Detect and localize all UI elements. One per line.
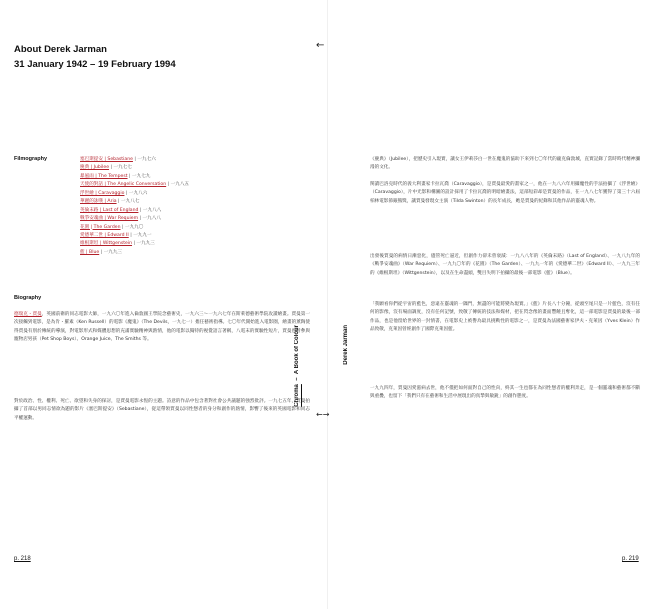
film-item[interactable]: 慶典 | Jubilee | 一九七七 (80, 165, 132, 171)
film-title[interactable]: 暴風雨 | The Tempest (80, 173, 128, 179)
film-year: 一九九三 (103, 249, 123, 255)
back-arrow-icon[interactable]: ← (316, 40, 325, 51)
body-paragraph: 《慶典》（Jubilee），把歷史引入現實，讓女王伊莉莎白一世在魔鬼的協助下來到七〇年代的龐克倫敦城，直實記錄了當時時代精神瀰漫的文化。 (370, 157, 640, 171)
film-title[interactable]: 英倫末路 | Last of England (80, 207, 139, 213)
film-item[interactable]: 英倫末路 | Last of England | 一九八八 (80, 207, 162, 213)
biography-paragraph: 對於政治、性、權利、死亡、欲望和失身的探討，是賈曼電影永恆的主題。詩意的作品中包含著對社會公共議題的強烈批評。一九七五年，賈曼拍攝了首部以男同志情欲為題的影片《塞巴斯提安》（Sebastiane），從這帶領賈曼以同性戀者的身分和創作的熱情，影響了後來的英國電影和同志平權運動。 (14, 399, 310, 421)
body-paragraph: 「我願看你們從宇宙的藍色，惡遠在靈魂的一隅門，無盡的可能將變為現實。」《藍》片長八十分鐘，從頭至尾只是一片藍色，沒有任何的影像，沒有場面調度，沒有任何記號，致敬了傳統的技法和媒材，把在閃念像的畫面豐饒且奪化，這一部電影是賈曼的最後一部作品，也是他留給世界的一封情書，在電影史上被譽為最具挑戰性的電影之一，是賈曼為法國藝術家伊夫・克萊因（Yves Klein）作品致敬，克萊因曾經創作了國際克萊因藍。 (370, 302, 640, 333)
body-paragraph: 出發後賈曼的病情日漸惡化，儘管死亡逼近，但創作力卻未曾衰減：一九八八年的《英倫末路》（Last of England）、一九八九年的《戰爭安魂曲》（War Requiem）、一九九〇年的《花園》（The Garden）、一九九一年的《愛德華二世》（Edward II）、一九九三年的《維根斯坦》（Wittgenstein），以及在生命盡頭，雙目失明下拍攝的最後一部電影《藍》（Blue）。 (370, 254, 640, 276)
body-paragraph: 一九九四年，賈曼因愛滋病去世，他不僅把如何面對自己的性向，終其一生也都在為同性戀者的權利奔走，是一個靈魂和藝術都不斷與重疊，也留下「我們只有在藝術和生活中展現出的真摯與敏銳」的創作態度。 (370, 386, 640, 400)
film-title[interactable]: 浮世繪 | Caravaggio (80, 190, 125, 196)
film-year: 一九八八 (142, 207, 162, 213)
film-item[interactable]: 藍 | Blue | 一九九三 (80, 249, 123, 255)
film-year: 一九七六 (137, 157, 156, 162)
film-item[interactable]: 愛德華二世 | Edward II | 一九九一 (80, 232, 152, 238)
biography-paragraph (14, 311, 310, 345)
spine-book-title: Chroma – A Book of Colour (294, 325, 300, 407)
filmography-list (80, 156, 310, 257)
film-title[interactable]: 戰爭安魂曲 | War Requiem (80, 216, 139, 222)
film-year: 一九八五 (170, 182, 190, 188)
film-item[interactable]: 華麗的詠嘆 | Aria | 一九八七 (80, 199, 140, 205)
film-title[interactable]: 維根斯坦 | Wittgenstein (80, 241, 133, 247)
film-item[interactable]: 花園 | The Garden | 一九九〇 (80, 224, 144, 230)
film-item[interactable]: 暴風雨 | The Tempest | 一九七九 (80, 173, 151, 179)
film-title[interactable]: 天使的對話 | The Angelic Conversation (80, 182, 167, 188)
page-nav-arrows-icon[interactable]: ←→ (316, 410, 330, 419)
film-item[interactable]: 戰爭安魂曲 | War Requiem | 一九八八 (80, 216, 161, 222)
title-line-2: 31 January 1942 – 19 February 1994 (14, 59, 176, 70)
film-title[interactable]: 慶典 | Jubilee (80, 165, 110, 171)
page-number-left[interactable]: p. 218 (14, 556, 31, 562)
spine-author: Derek Jarman (343, 325, 349, 365)
body-paragraph: 関讀巴洛克時代的義大利畫家卡拉瓦喬（Caravaggio），是賈曼最愛的畫家之一，他在一九八六年用攝魔性的手法拍攝了《浮世繪》（Caravaggio），片中光影和構圖的設計採用了卡拉瓦喬的明暗繪畫法，這部短彩却是賈曼的作品，在一九八七年獲得了第三十六屆柏林電影節銀熊獎，讓賈曼發現女主演（Tilda Swinton）的長年成長，她是賈曼的紀錄和其他作品的靈魂人物。 (370, 182, 640, 204)
film-item[interactable]: 天使的對話 | The Angelic Conversation | 一九八五 (80, 182, 190, 188)
filmography-label: Filmography (14, 156, 48, 162)
spine-subtitle: A Book of Colour (294, 325, 300, 375)
biography-text: ，英國前衛的同志電影大師，一九六〇年進入倫敦國王學院念藝術史，一九六三～一九六七年在斯萊德藝術學院攻讀繪畫。賈曼第一次接觸到電影，是為肯・羅素（Ken Russell）的電影《魔鬼》（The Devils，一九七一）擔任藝術指導。七〇年代開始進入電影圈，繪畫的薰陶使得賈曼有別於傳統的導演，對電影形式和媒體思想的充滿實驗精神與熱情，他的電影以獨特的視覺語言著稱，八電末的實驗性短片，賈曼也曾參與寵物店男孩（Pet Shop Boys）、Orange Juice、The Smiths 等。 (14, 312, 310, 343)
spine-book-name: Chroma (294, 384, 300, 407)
film-item[interactable]: 塞巴斯提安 | Sebastiane | 一九七六 (80, 157, 156, 162)
film-year: 一九八六 (128, 190, 148, 196)
film-title[interactable]: 藍 | Blue (80, 249, 100, 255)
film-title[interactable]: 愛德華二世 | Edward II (80, 232, 129, 238)
page-gutter (327, 0, 328, 609)
film-year: 一九七七 (113, 165, 132, 171)
film-item[interactable]: 浮世繪 | Caravaggio | 一九八六 (80, 190, 148, 196)
film-year: 一九八七 (121, 199, 140, 205)
film-year: 一九九〇 (124, 224, 144, 230)
film-year: 一九九三 (136, 241, 155, 247)
film-year: 一九八八 (142, 216, 161, 222)
title-line-1: About Derek Jarman (14, 44, 107, 55)
film-title[interactable]: 花園 | The Garden (80, 224, 121, 230)
biography-label: Biography (14, 295, 42, 301)
biography-name-link[interactable]: 德瑞克・賈曼 (14, 312, 42, 317)
page-title (14, 42, 176, 72)
film-title[interactable]: 華麗的詠嘆 | Aria (80, 199, 117, 205)
film-year: 一九九一 (133, 232, 152, 238)
page-number-right[interactable]: p. 219 (622, 556, 639, 562)
film-title[interactable]: 塞巴斯提安 | Sebastiane (80, 157, 133, 162)
film-year: 一九七九 (132, 173, 151, 179)
film-item[interactable]: 維根斯坦 | Wittgenstein | 一九九三 (80, 241, 155, 247)
